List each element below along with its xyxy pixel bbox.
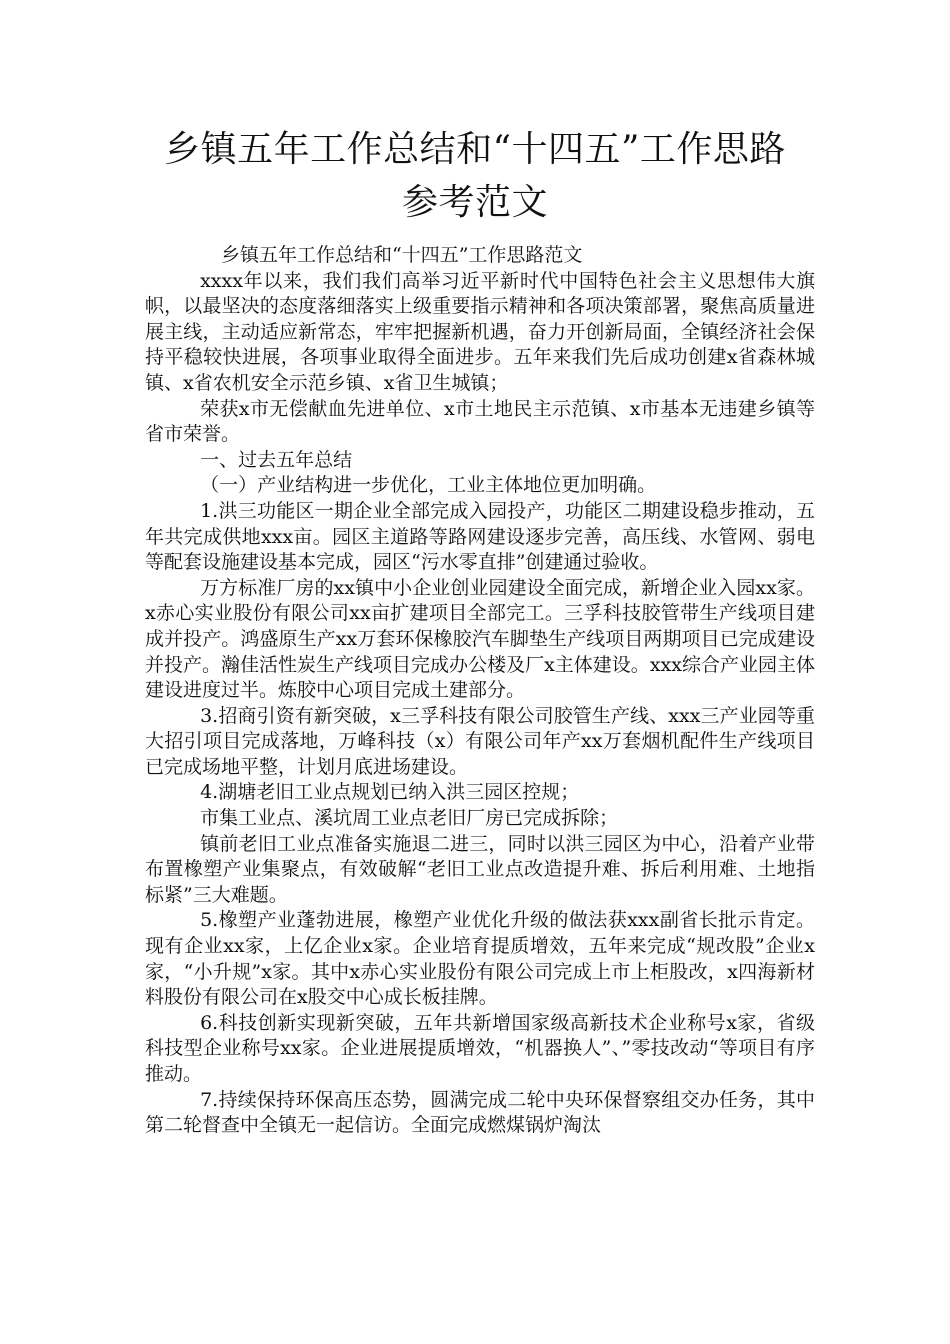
paragraph: xxxx年以来，我们我们高举习近平新时代中国特色社会主义思想伟大旗帜，以最坚决的态度落细落实上级重要指示精神和各项决策部署，聚焦高质量进展主线，主动适应新常态，牢牢把握新机遇，奋力开创新局面，全镇经济社会保持平稳较快进展，各项事业取得全面进步。五年来我们先后成功创建x省森林城镇、x省农机安全示范乡镇、x省卫生城镇； — [145, 269, 815, 394]
paragraph: 1.洪三功能区一期企业全部完成入园投产，功能区二期建设稳步推动，五年共完成供地xxx亩。园区主道路等路网建设逐步完善，高压线、水管网、弱电等配套设施建设基本完成，园区“污水零直排”创建通过验收。 — [145, 499, 815, 574]
paragraph: 市集工业点、溪坑周工业点老旧厂房已完成拆除； — [200, 807, 619, 830]
paragraph: 7.持续保持环保高压态势，圆满完成二轮中央环保督察组交办任务，其中第二轮督查中全镇无一起信访。全面完成燃煤锅炉淘汰 — [145, 1088, 815, 1137]
document-subtitle: 乡镇五年工作总结和“十四五”工作思路范文 — [221, 244, 583, 266]
paragraph: 5.橡塑产业蓬勃进展，橡塑产业优化升级的做法获xxx副省长批示肯定。现有企业xx家，上亿企业x家。企业培育提质增效，五年来完成“规改股”企业x家，“小升规”x家。其中x赤心实业股份有限公司完成上市上柜股改，x四海新材料股份有限公司在x股交中心成长板挂牌。 — [145, 909, 815, 1009]
paragraph: 3.招商引资有新突破，x三孚科技有限公司胶管生产线、xxx三产业园等重大招引项目完成落地，万峰科技（x）有限公司年产xx万套烟机配件生产线项目已完成场地平整，计划月底进场建设。 — [145, 704, 815, 778]
paragraph: 荣获x市无偿献血先进单位、x市土地民主示范镇、x市基本无违建乡镇等省市荣誉。 — [145, 397, 815, 446]
paragraph: 4.湖塘老旧工业点规划已纳入洪三园区控规； — [200, 781, 580, 804]
paragraph: 万方标准厂房的xx镇中小企业创业园建设全面完成，新增企业入园xx家。x赤心实业股份有限公司xx亩扩建项目全部完工。三孚科技胶管带生产线项目建成并投产。鸿盛原生产xx万套环保橡胶汽车脚垫生产线项目两期项目已完成建设并投产。瀚佳活性炭生产线项目完成办公楼及厂x主体建设。xxx综合产业园主体建设进度过半。炼胶中心项目完成土建部分。 — [145, 576, 815, 702]
document-title-line-1: 乡镇五年工作总结和“十四五”工作思路 — [164, 129, 786, 170]
paragraph: 6.科技创新实现新突破，五年共新增国家级高新技术企业称号x家，省级科技型企业称号xx家。企业进展提质增效，“机器换人”、”零技改动“等项目有序推动。 — [145, 1011, 815, 1085]
section-heading: 一、过去五年总结 — [200, 448, 353, 471]
document-body — [145, 243, 815, 1139]
document-title-line-2: 参考范文 — [401, 182, 548, 223]
paragraph: 镇前老旧工业点准备实施退二进三，同时以洪三园区为中心，沿着产业带布置橡塑产业集聚点，有效破解“老旧工业点改造提升难、拆后利用难、土地指标紧”三大难题。 — [145, 832, 815, 906]
subsection-heading: （一）产业结构进一步优化，工业主体地位更加明确。 — [200, 474, 657, 497]
